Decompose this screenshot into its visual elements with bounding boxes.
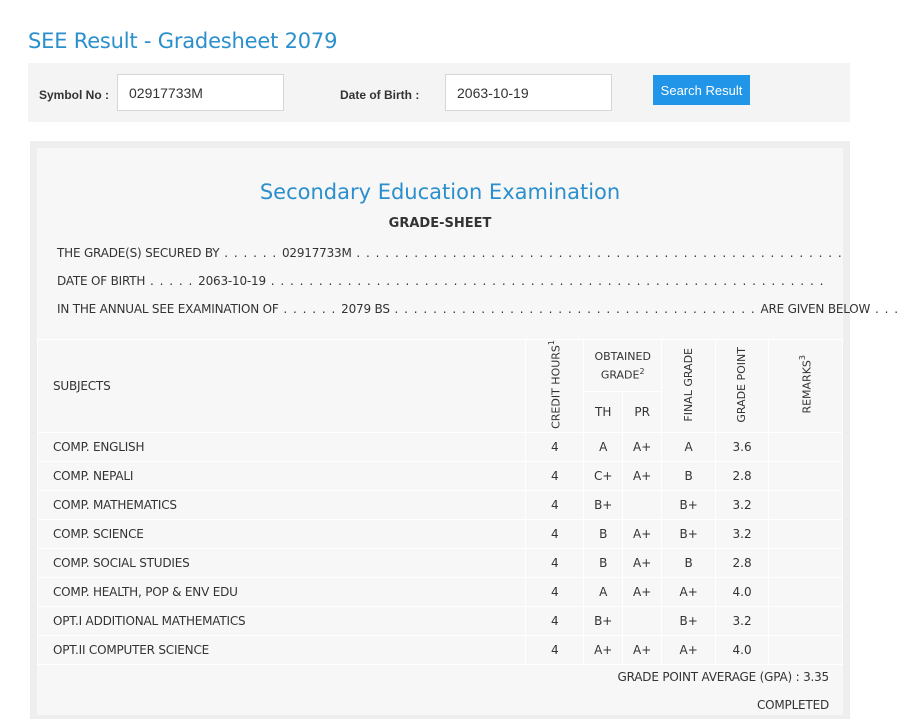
grade-point-header: GRADE POINT (716, 340, 769, 433)
search-bar (28, 63, 850, 122)
grade-point: 2.8 (716, 461, 769, 490)
final-grade-header: FINAL GRADE (662, 340, 716, 433)
pr-grade: A+ (623, 635, 662, 664)
final-grade: B+ (662, 606, 716, 635)
credit-hours: 4 (526, 432, 584, 461)
grades-table (37, 339, 843, 665)
table-row (38, 577, 843, 606)
subject-name: OPT.II COMPUTER SCIENCE (38, 635, 526, 664)
gpa-value: 3.35 (803, 670, 829, 684)
symbol-no-input[interactable] (117, 74, 284, 111)
grade-point: 4.0 (716, 577, 769, 606)
secured-by-value: 02917733M (281, 246, 352, 260)
grade-point: 3.2 (716, 490, 769, 519)
grade-point: 4.0 (716, 635, 769, 664)
pr-header: PR (623, 391, 662, 432)
remarks (769, 519, 843, 548)
gpa-label: GRADE POINT AVERAGE (GPA) : (617, 670, 800, 684)
exam-line: IN THE ANNUAL SEE EXAMINATION OF . . . . . . 2079 BS . . . . . . . . . . . . . . . . . . . . . . . . . . . . . . . . . . . . . . ARE GIVEN BELOW . . . (57, 302, 899, 316)
symbol-no-label: Symbol No : (39, 88, 110, 102)
dob-line-value: 2063-10-19 (198, 274, 266, 288)
subject-name: COMP. SOCIAL STUDIES (38, 548, 526, 577)
exam-line-value: 2079 BS (341, 302, 390, 316)
pr-grade: A+ (623, 432, 662, 461)
gpa-line (618, 670, 829, 684)
grade-point: 3.2 (716, 606, 769, 635)
remarks (769, 432, 843, 461)
gradesheet-panel (30, 141, 899, 719)
dob-label: Date of Birth : (340, 88, 420, 102)
pr-grade: A+ (623, 548, 662, 577)
subject-name: COMP. MATHEMATICS (38, 490, 526, 519)
credit-hours: 4 (526, 461, 584, 490)
gradesheet-title: GRADE-SHEET (388, 216, 492, 231)
gradesheet (37, 148, 899, 715)
pr-grade: A+ (623, 577, 662, 606)
final-grade: B+ (662, 490, 716, 519)
subject-name: COMP. SCIENCE (38, 519, 526, 548)
credit-hours-header: CREDIT HOURS$^1$ (526, 340, 584, 433)
grade-point: 2.8 (716, 548, 769, 577)
pr-grade (623, 606, 662, 635)
secured-by-label: THE GRADE(S) SECURED BY (57, 246, 220, 260)
search-result-button[interactable]: Search Result (653, 75, 750, 105)
final-grade: B (662, 548, 716, 577)
result-status: COMPLETED (756, 698, 829, 712)
pr-grade (623, 490, 662, 519)
table-row (38, 635, 843, 664)
table-row (38, 461, 843, 490)
grades-body (38, 432, 843, 664)
exam-line-label: IN THE ANNUAL SEE EXAMINATION OF (57, 302, 279, 316)
credit-hours: 4 (526, 635, 584, 664)
pr-grade: A+ (623, 461, 662, 490)
remarks (769, 461, 843, 490)
subject-name: COMP. ENGLISH (38, 432, 526, 461)
final-grade: B+ (662, 519, 716, 548)
subjects-header: SUBJECTS (38, 340, 526, 433)
obtained-grade-header: OBTAINED GRADE$^2$ (584, 340, 662, 392)
final-grade: A (662, 432, 716, 461)
dob-input[interactable] (445, 74, 612, 111)
table-row (38, 490, 843, 519)
final-grade: B (662, 461, 716, 490)
table-row (38, 432, 843, 461)
th-grade: A (584, 577, 623, 606)
exam-title: Secondary Education Examination (259, 180, 621, 204)
subject-name: COMP. HEALTH, POP & ENV EDU (38, 577, 526, 606)
page-title: SEE Result - Gradesheet 2079 (28, 29, 338, 53)
credit-hours: 4 (526, 606, 584, 635)
remarks (769, 548, 843, 577)
th-grade: B+ (584, 606, 623, 635)
remarks (769, 606, 843, 635)
credit-hours: 4 (526, 548, 584, 577)
grade-point: 3.2 (716, 519, 769, 548)
secured-by-line: THE GRADE(S) SECURED BY . . . . . . 02917733M . . . . . . . . . . . . . . . . . . . . . . . . . . . . . . . . . . . . . . . . . . . . . . . . . . . (57, 246, 843, 260)
remarks-header: REMARKS$^3$ (769, 340, 843, 433)
th-grade: A+ (584, 635, 623, 664)
dob-line: DATE OF BIRTH . . . . . 2063-10-19 . . . . . . . . . . . . . . . . . . . . . . . . . . . . . . . . . . . . . . . . . . . . . . . . . . . . . . . . . . (57, 274, 825, 288)
th-header: TH (584, 391, 623, 432)
subject-name: OPT.I ADDITIONAL MATHEMATICS (38, 606, 526, 635)
th-grade: B (584, 519, 623, 548)
grade-point: 3.6 (716, 432, 769, 461)
credit-hours: 4 (526, 490, 584, 519)
remarks (769, 635, 843, 664)
credit-hours: 4 (526, 519, 584, 548)
credit-hours: 4 (526, 577, 584, 606)
th-grade: C+ (584, 461, 623, 490)
th-grade: B+ (584, 490, 623, 519)
dob-line-label: DATE OF BIRTH (57, 274, 146, 288)
th-grade: B (584, 548, 623, 577)
table-row (38, 548, 843, 577)
exam-line-suffix: ARE GIVEN BELOW (760, 302, 871, 316)
table-row (38, 519, 843, 548)
remarks (769, 490, 843, 519)
final-grade: A+ (662, 635, 716, 664)
th-grade: A (584, 432, 623, 461)
table-row (38, 606, 843, 635)
pr-grade: A+ (623, 519, 662, 548)
subject-name: COMP. NEPALI (38, 461, 526, 490)
remarks (769, 577, 843, 606)
final-grade: A+ (662, 577, 716, 606)
